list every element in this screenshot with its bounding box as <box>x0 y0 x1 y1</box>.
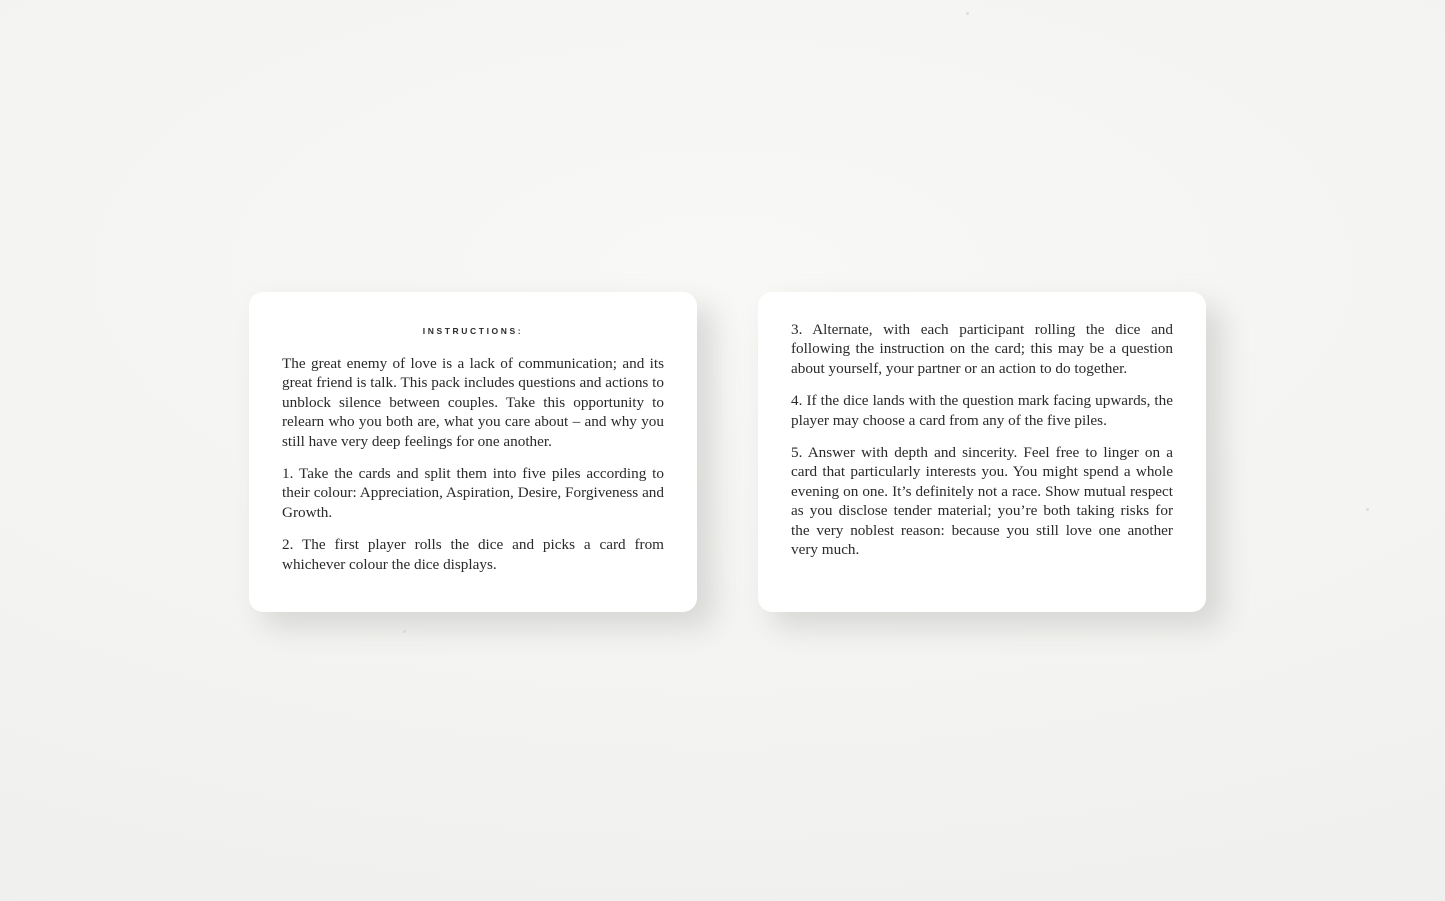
instructions-card-right[interactable] <box>758 292 1206 612</box>
instructions-card-left[interactable] <box>249 292 697 612</box>
instructions-paragraph-step-1: 1. Take the cards and split them into five piles according to their colour: Appreciation, Aspiration, Desire, Forgiveness and Growth. <box>282 465 664 521</box>
instructions-paragraph-step-5: 5. Answer with depth and sincerity. Feel free to linger on a card that particularly interests you. You might spend a whole evening on one. It’s definitely not a race. Show mutual respect as you disclose tender material; you’re both taking risks for the very noblest reason: because you still love one another very much. <box>791 444 1173 559</box>
instructions-paragraph-step-2: 2. The first player rolls the dice and picks a card from whichever colour the dice displays. <box>282 536 664 573</box>
instructions-paragraph-step-3: 3. Alternate, with each participant rolling the dice and following the instruction on the card; this may be a question about yourself, your partner or an action to do together. <box>791 321 1173 377</box>
instructions-paragraph-intro: The great enemy of love is a lack of communication; and its great friend is talk. This pack includes questions and actions to unblock silence between couples. Take this opportunity to relearn who you both are, what you care about – and why you still have very deep feelings for one another. <box>282 355 664 450</box>
dust-speck <box>403 630 406 633</box>
instructions-heading: INSTRUCTIONS: <box>422 326 524 336</box>
dust-speck <box>1366 508 1369 511</box>
dust-speck <box>966 12 969 15</box>
instructions-paragraph-step-4: 4. If the dice lands with the question mark facing upwards, the player may choose a card from any of the five piles. <box>791 392 1173 429</box>
